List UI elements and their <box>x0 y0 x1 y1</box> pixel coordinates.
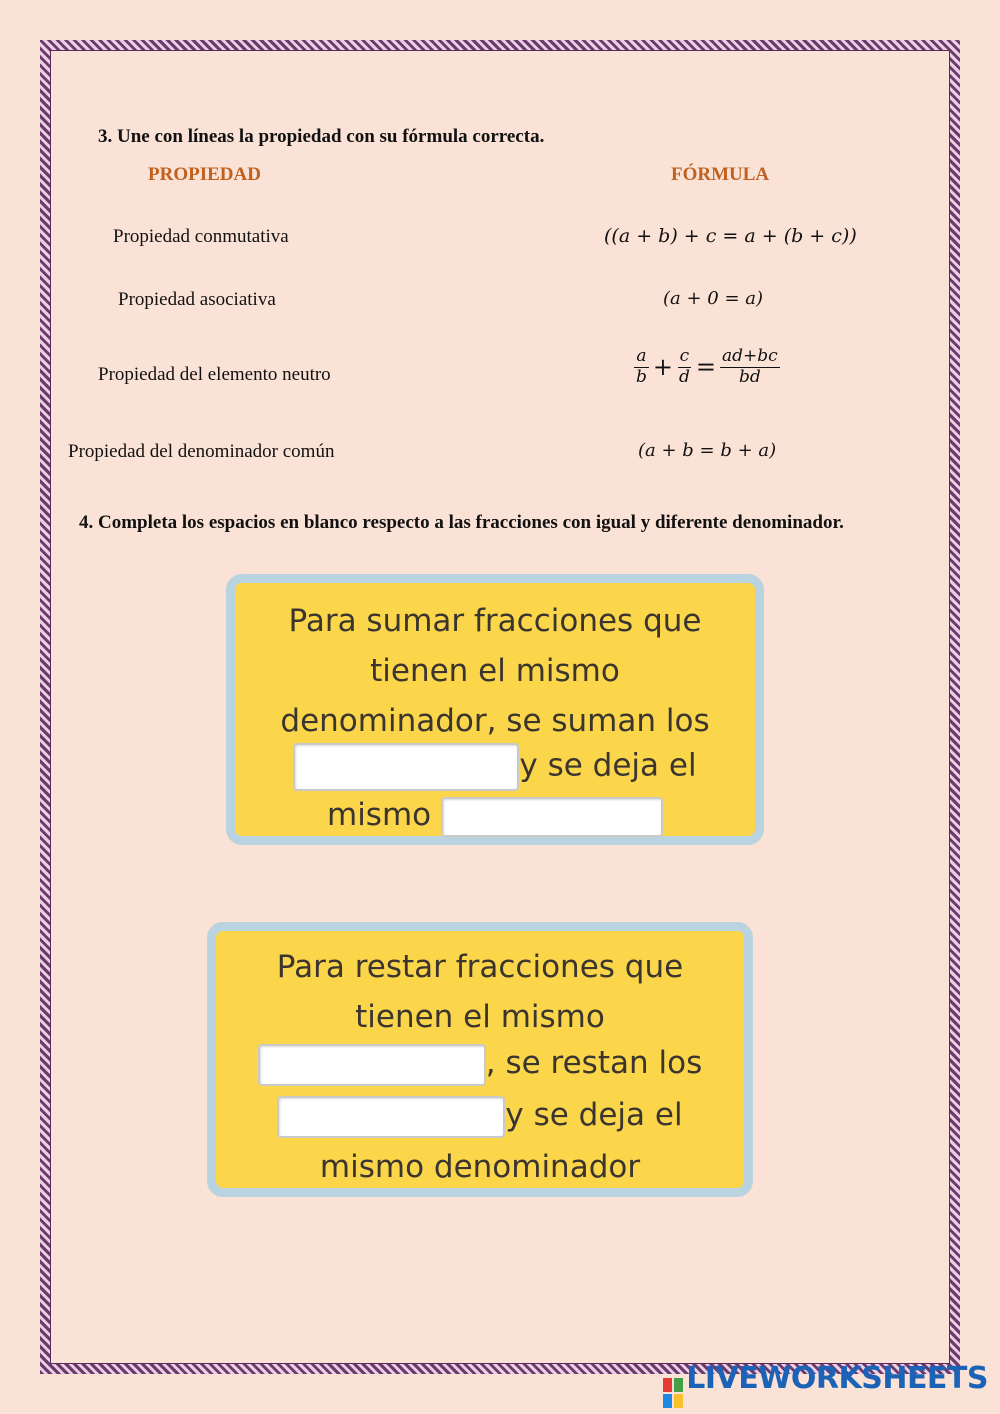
card-text-line: mismo denominador <box>319 1149 641 1185</box>
plus-sign: + <box>652 353 673 382</box>
card-text-fragment: y se deja el <box>505 1097 683 1133</box>
property-item[interactable]: Propiedad del elemento neutro <box>98 364 331 385</box>
numerator: c <box>679 346 690 366</box>
column-header-formula: FÓRMULA <box>671 164 770 185</box>
answer-blank-denominator[interactable] <box>441 797 663 837</box>
fraction-c-d <box>677 347 692 387</box>
card-text-fragment: , se restan los <box>485 1045 703 1081</box>
property-item[interactable]: Propiedad conmutativa <box>113 226 289 247</box>
logo-icon <box>663 1378 683 1408</box>
card-text-line: tienen el mismo <box>355 999 605 1035</box>
numerator: a <box>636 346 647 366</box>
denominator: d <box>679 366 690 387</box>
card-text-line <box>216 1043 744 1086</box>
denominator: bd <box>738 366 761 387</box>
numerator: ad+bc <box>722 346 778 366</box>
column-header-property: PROPIEDAD <box>148 164 261 185</box>
property-item[interactable]: Propiedad del denominador común <box>68 441 335 462</box>
card-text-line: Para sumar fracciones que <box>288 603 702 639</box>
equals-sign: = <box>695 353 716 382</box>
property-item[interactable]: Propiedad asociativa <box>118 289 276 310</box>
formula-associative[interactable]: ((a + b) + c = a + (b + c)) <box>604 225 857 247</box>
card-text-fragment: mismo <box>327 797 432 833</box>
question-4-title: 4. Completa los espacios en blanco respecto a las fracciones con igual y diferente denominador. <box>79 512 844 533</box>
card-text-line: denominador, se suman los <box>280 703 710 739</box>
subtract-fractions-card <box>207 922 753 1197</box>
logo-text: LIVEWORKSHEETS <box>686 1361 988 1396</box>
answer-blank-numerators[interactable] <box>277 1096 505 1138</box>
answer-blank-numerators[interactable] <box>293 743 519 791</box>
formula-fraction-sum[interactable] <box>634 347 780 387</box>
fraction-result <box>720 347 780 387</box>
fraction-a-b <box>634 347 649 387</box>
card-text-line <box>235 743 755 791</box>
card-text-line: Para restar fracciones que <box>276 949 684 985</box>
card-text-fragment: y se deja el <box>519 747 697 784</box>
formula-commutative[interactable]: (a + b = b + a) <box>638 440 777 461</box>
liveworksheets-logo[interactable] <box>663 1361 988 1408</box>
question-3-title: 3. Une con líneas la propiedad con su fórmula correcta. <box>98 126 545 147</box>
sum-fractions-card <box>226 574 764 845</box>
denominator: b <box>636 366 647 387</box>
card-text-line: tienen el mismo <box>370 653 620 689</box>
card-text-line <box>216 1095 744 1138</box>
card-text-line <box>235 795 755 837</box>
formula-neutral[interactable]: (a + 0 = a) <box>663 288 764 309</box>
answer-blank-denominator[interactable] <box>258 1044 486 1086</box>
